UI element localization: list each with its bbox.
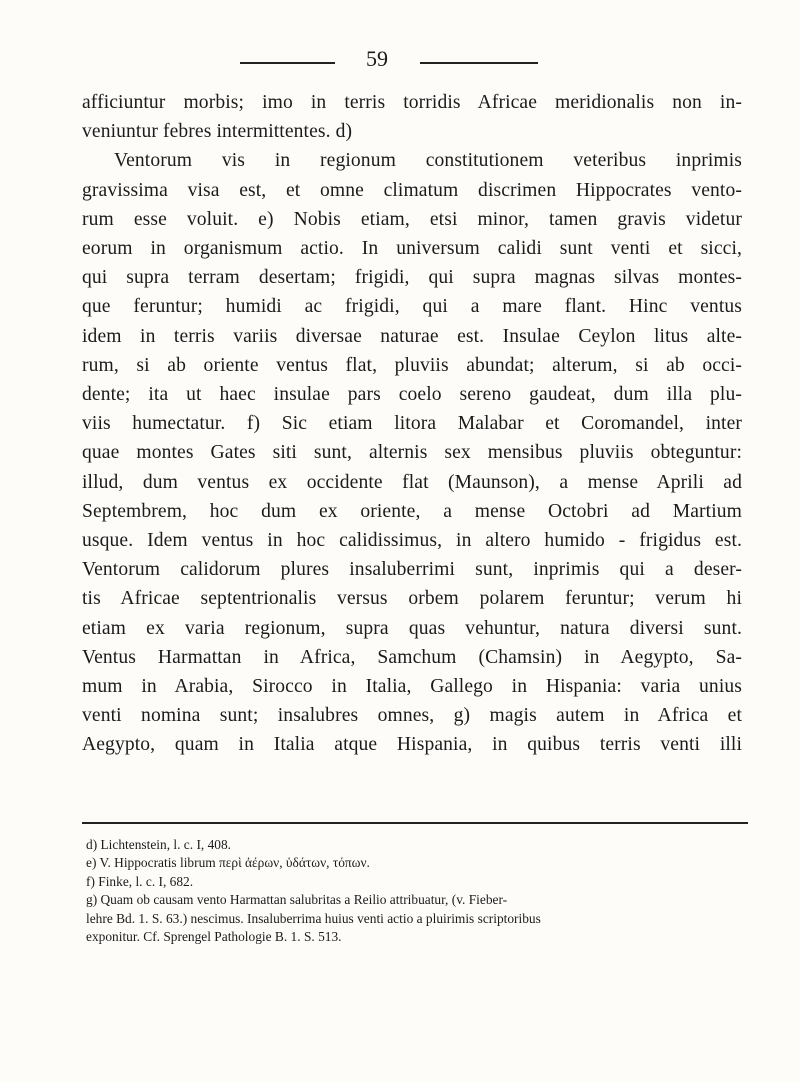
text-line: afficiuntur morbis; imo in terris torridis Africae meridionalis non in-	[82, 92, 742, 113]
text-line: Septembrem, hoc dum ex oriente, a mense Octobri ad Martium	[82, 500, 742, 522]
text-line: rum esse voluit. e) Nobis etiam, etsi minor, tamen gravis videtur	[82, 208, 742, 230]
footnote-g-end: exponitur. Cf. Sprengel Pathologie B. 1. S. 513.	[86, 929, 342, 945]
text-line: viis humectatur. f) Sic etiam litora Malabar et Coromandel, inter	[82, 413, 742, 435]
footnote-f: f) Finke, l. c. I, 682.	[86, 873, 194, 889]
text-line: rum, si ab oriente ventus flat, pluviis abundat; alterum, si ab occi-	[82, 354, 742, 376]
text-line: dente; ita ut haec insulae pars coelo sereno gaudeat, dum illa plu-	[82, 384, 742, 406]
footnote-d: d) Lichtenstein, l. c. I, 408.	[86, 837, 232, 852]
footnote-g: g) Quam ob causam vento Harmattan salubritas a Reilio attribuatur, (v. Fieber-	[86, 892, 508, 908]
page-number: 59	[366, 46, 388, 71]
text-line: venti nomina sunt; insalubres omnes, g) magis autem in Africa et	[82, 705, 742, 727]
paragraph-2	[82, 146, 742, 175]
paragraph-1	[82, 88, 742, 146]
text-line: Ventorum vis in regionum constitutionem veteribus inprimis	[114, 150, 742, 172]
text-line: illud, dum ventus ex occidente flat (Maunson), a mense Aprili ad	[82, 471, 742, 493]
footnote-rule	[82, 822, 748, 824]
text-line: tis Africae septentrionalis versus orbem polarem feruntur; verum hi	[82, 588, 742, 610]
header-rule-left	[240, 62, 335, 64]
footnotes	[86, 836, 746, 946]
text-line: eorum in organismum actio. In universum calidi sunt venti et sicci,	[82, 238, 742, 260]
text-line: Ventus Harmattan in Africa, Samchum (Chamsin) in Aegypto, Sa-	[82, 646, 742, 668]
text-line: usque. Idem ventus in hoc calidissimus, in altero humido - frigidus est.	[82, 530, 742, 552]
text-line: que feruntur; humidi ac frigidi, qui a mare flant. Hinc ventus	[82, 296, 742, 318]
text-line: mum in Arabia, Sirocco in Italia, Gallego in Hispania: varia unius	[82, 676, 742, 698]
footnote-g-cont: lehre Bd. 1. S. 63.) nescimus. Insaluberrima huius venti actio a pluirimis scriptoribus	[86, 910, 541, 926]
text-line: qui supra terram desertam; frigidi, qui supra magnas silvas montes-	[82, 267, 742, 289]
text-line: idem in terris variis diversae naturae est. Insulae Ceylon litus alte-	[82, 325, 742, 347]
text-line: etiam ex varia regionum, supra quas vehuntur, natura diversi sunt.	[82, 617, 742, 639]
paragraph-2-body	[82, 176, 742, 760]
text-line: quae montes Gates siti sunt, alternis sex mensibus pluviis obteguntur:	[82, 442, 742, 464]
text-line: veniuntur febres intermittentes. d)	[82, 121, 353, 143]
page-header	[0, 46, 800, 76]
header-rule-right	[420, 62, 538, 64]
main-text	[82, 88, 742, 760]
footnote-e: e) V. Hippocratis librum περὶ ἀέρων, ὑδάτων, τόπων.	[86, 855, 370, 871]
text-line: Ventorum calidorum plures insaluberrimi sunt, inprimis qui a deser-	[82, 559, 742, 581]
text-line: Aegypto, quam in Italia atque Hispania, in quibus terris venti illi	[82, 734, 742, 756]
text-line: gravissima visa est, et omne climatum discrimen Hippocrates vento-	[82, 179, 742, 201]
